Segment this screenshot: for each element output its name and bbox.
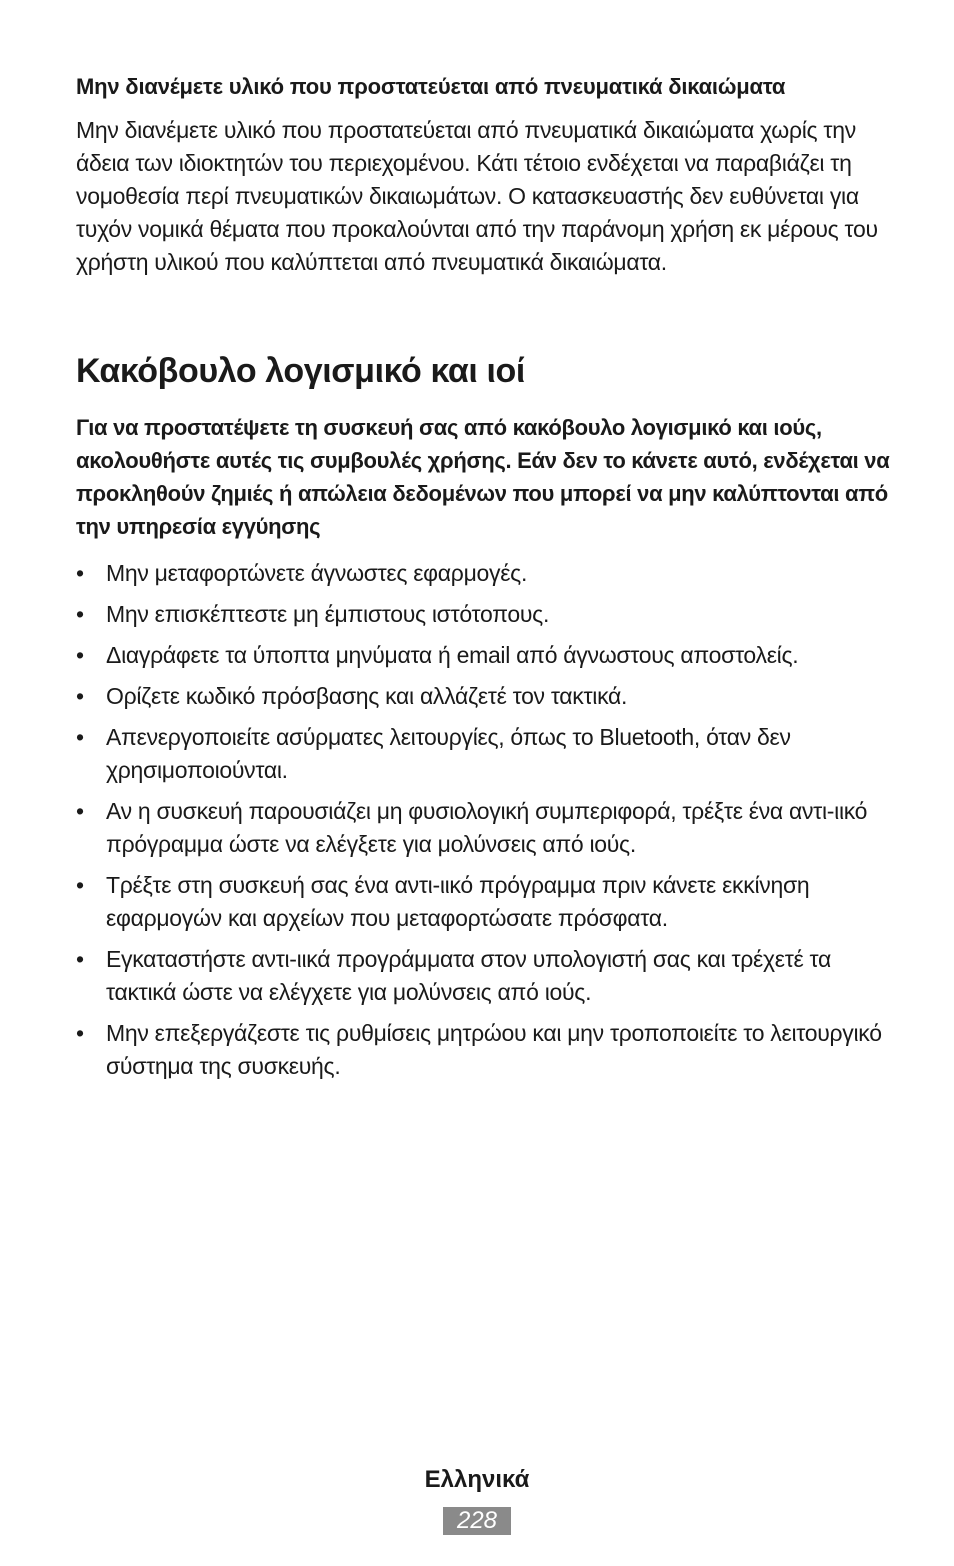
tips-list: [76, 557, 891, 1083]
section-intro: Για να προστατέψετε τη συσκευή σας από κακόβουλο λογισμικό και ιούς, ακολουθήστε αυτές τις συμβουλές χρήσης. Εάν δεν το κάνετε αυτό, ενδέχεται να προκληθούν ζημιές ή απώλεια δεδομένων που μπορεί να μην καλύπτονται από την υπηρεσία εγγύησης: [76, 415, 890, 539]
footer-language: Ελληνικά: [424, 1466, 530, 1493]
bullet-icon: •: [76, 724, 84, 750]
bullet-icon: •: [76, 560, 84, 586]
tip-text: Μην επισκέπτεστε μη έμπιστους ιστότοπους.: [106, 601, 550, 627]
copyright-paragraph: Μην διανέμετε υλικό που προστατεύεται από πνευματικά δικαιώματα χωρίς την άδεια των ιδιοκτητών του περιεχομένου. Κάτι τέτοιο ενδέχεται να παραβιάζει τη νομοθεσία περί πνευματικών δικαιωμάτων. Ο κατασκευαστής δεν ευθύνεται για τυχόν νομικά θέματα που προκαλούνται από την παράνομη χρήση εκ μέρους του χρήστη υλικού που καλύπτεται από πνευματικά δικαιώματα.: [76, 117, 878, 275]
bullet-icon: •: [76, 798, 84, 824]
tip-text: Διαγράφετε τα ύποπτα μηνύματα ή email από άγνωστους αποστολείς.: [106, 642, 799, 668]
list-item: [76, 721, 891, 787]
list-item: [76, 869, 891, 935]
document-page: [76, 70, 891, 1091]
bullet-icon: •: [76, 683, 84, 709]
list-item: [76, 795, 891, 861]
tip-text: Μην επεξεργάζεστε τις ρυθμίσεις μητρώου και μην τροποποιείτε το λειτουργικό σύστημα της συσκευής.: [106, 1020, 882, 1079]
copyright-heading: Μην διανέμετε υλικό που προστατεύεται από πνευματικά δικαιώματα: [76, 74, 786, 99]
list-item: [76, 1017, 891, 1083]
list-item: [76, 943, 891, 1009]
bullet-icon: •: [76, 946, 84, 972]
list-item: [76, 598, 891, 631]
tip-text: Αν η συσκευή παρουσιάζει μη φυσιολογική συμπεριφορά, τρέξτε ένα αντι-ιικό πρόγραμμα ώστε να ελέγξετε για μολύνσεις από ιούς.: [106, 798, 868, 857]
bullet-icon: •: [76, 601, 84, 627]
page-number: 228: [443, 1507, 511, 1535]
section-title: Κακόβουλο λογισμικό και ιοί: [76, 352, 525, 390]
list-item: [76, 557, 891, 590]
list-item: [76, 680, 891, 713]
tip-text: Εγκαταστήστε αντι-ιικά προγράμματα στον υπολογιστή σας και τρέχετέ τα τακτικά ώστε να ελέγχετε για μολύνσεις από ιούς.: [106, 946, 832, 1005]
tip-text: Απενεργοποιείτε ασύρματες λειτουργίες, όπως το Bluetooth, όταν δεν χρησιμοποιούνται.: [106, 724, 791, 783]
tip-text: Τρέξτε στη συσκευή σας ένα αντι-ιικό πρόγραμμα πριν κάνετε εκκίνηση εφαρμογών και αρχείων που μεταφορτώσατε πρόσφατα.: [106, 872, 810, 931]
bullet-icon: •: [76, 642, 84, 668]
list-item: [76, 639, 891, 672]
bullet-icon: •: [76, 1020, 84, 1046]
bullet-icon: •: [76, 872, 84, 898]
tip-text: Μην μεταφορτώνετε άγνωστες εφαρμογές.: [106, 560, 528, 586]
tip-text: Ορίζετε κωδικό πρόσβασης και αλλάζετέ τον τακτικά.: [106, 683, 628, 709]
